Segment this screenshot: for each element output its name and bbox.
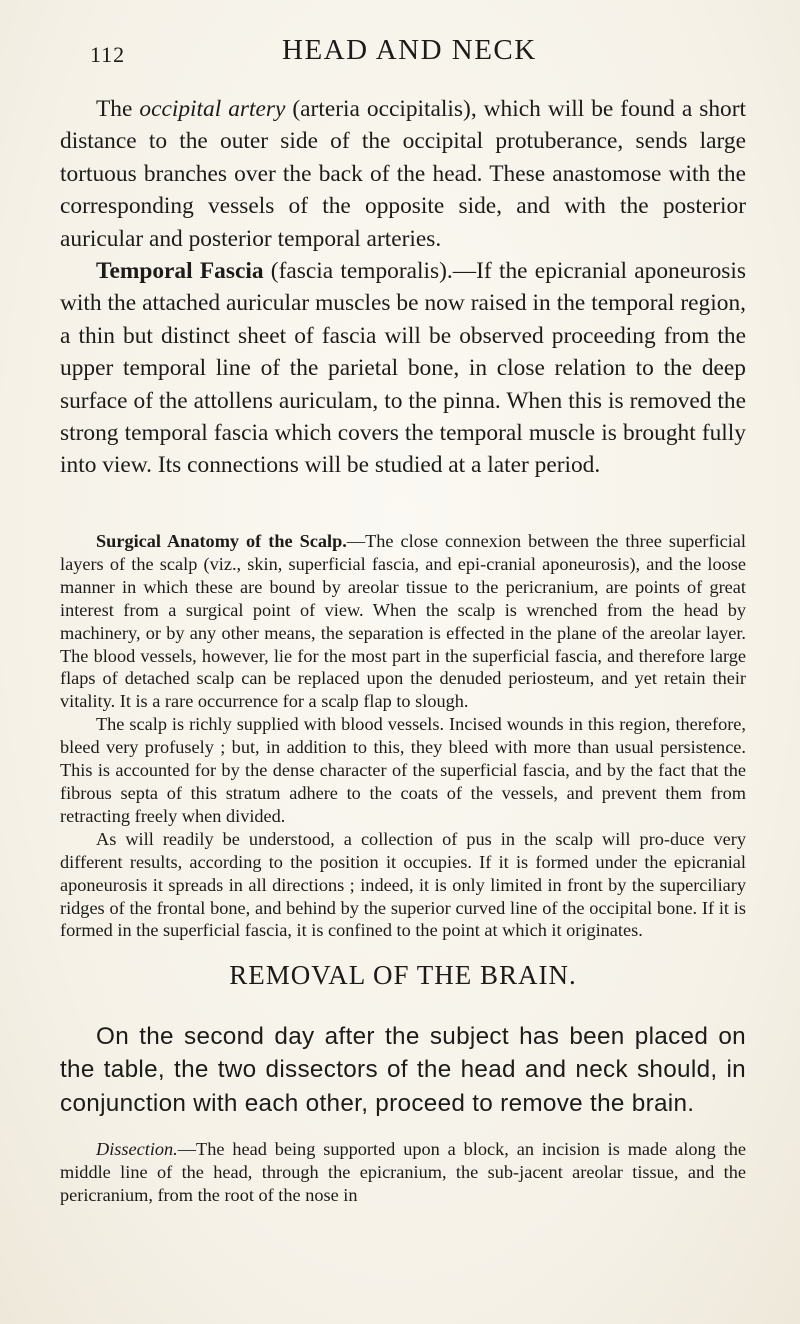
surgical-anatomy-heading: Surgical Anatomy of the Scalp.: [96, 531, 347, 551]
surgical-anatomy-text-1: —The close connexion between the three superficial layers of the scalp (viz., skin, superficial fascia, and epi-cranial aponeurosis), and the loose manner in which these are bound by areolar tissue to the pericranium, are points of great interest from a surgical point of view. When the scalp is wrenched from the head by machinery, or by any other means, the separation is effected in the plane of the areolar layer. The blood vessels, however, lie for the most part in the superficial fascia, and therefore large flaps of detached scalp can be replaced upon the denuded periosteum, and yet retain their vitality. It is a rare occurrence for a scalp flap to slough.: [60, 531, 747, 712]
occipital-artery-term: occipital artery: [139, 96, 286, 122]
removal-section-heading: REMOVAL OF THE BRAIN.: [229, 960, 577, 990]
dissection-paragraph: [60, 1138, 746, 1208]
surgical-anatomy-paragraph-1: [60, 530, 746, 713]
temporal-fascia-text: (fascia temporalis).—If the epicranial aponeurosis with the attached auricular muscles be now raised in the temporal region, a thin but distinct sheet of fascia will be observed proceeding from the upper temporal line of the parietal bone, in close relation to the deep surface of the attollens auriculam, to the pinna. When this is removed the strong temporal fascia which covers the temporal muscle is brought fully into view. Its connections will be studied at a later period.: [60, 258, 747, 479]
dissection-text: —The head being supported upon a block, an incision is made along the middle line of the head, through the epicranium, the sub-jacent areolar tissue, and the pericranium, from the root of the nose in: [60, 1139, 746, 1206]
dissection-label: Dissection.: [96, 1139, 178, 1159]
occipital-prefix: The: [96, 96, 140, 122]
surgical-anatomy-block: [60, 530, 746, 942]
running-head: [90, 34, 730, 70]
temporal-fascia-paragraph: [60, 255, 746, 482]
main-text-block: [60, 93, 746, 482]
removal-paragraph: On the second day after the subject has been placed on the table, the two dissectors of the head and neck should, in conjunction with each other, proceed to remove the brain.: [60, 1023, 746, 1117]
occipital-artery-paragraph: [60, 93, 746, 255]
surgical-anatomy-paragraph-3: As will readily be understood, a collection of pus in the scalp will pro-duce very different results, according to the position it occupies. If it is formed under the epicranial aponeurosis it spreads in all directions ; indeed, it is only limited in front by the superciliary ridges of the frontal bone, and behind by the superior curved line of the occipital bone. If it is formed in the superficial fascia, it is confined to the point at which it originates.: [60, 828, 746, 941]
page-number: 112: [90, 42, 126, 67]
occipital-artery-text: (arteria occipitalis), which will be found a short distance to the outer side of the occipital protuberance, sends large tortuous branches over the back of the head. These anastomose with the corresponding vessels of the opposite side, and with the posterior auricular and posterior temporal arteries.: [60, 96, 747, 252]
temporal-fascia-heading: Temporal Fascia: [96, 258, 264, 285]
header-title: HEAD AND NECK: [282, 34, 537, 66]
surgical-anatomy-paragraph-2: The scalp is richly supplied with blood vessels. Incised wounds in this region, therefore, bleed very profusely ; but, in addition to this, they bleed with more than usual persistence. This is accounted for by the dense character of the superficial fascia, and by the fact that the fibrous septa of this stratum adhere to the coats of the vessels, and prevent them from retracting freely when divided.: [60, 714, 746, 826]
